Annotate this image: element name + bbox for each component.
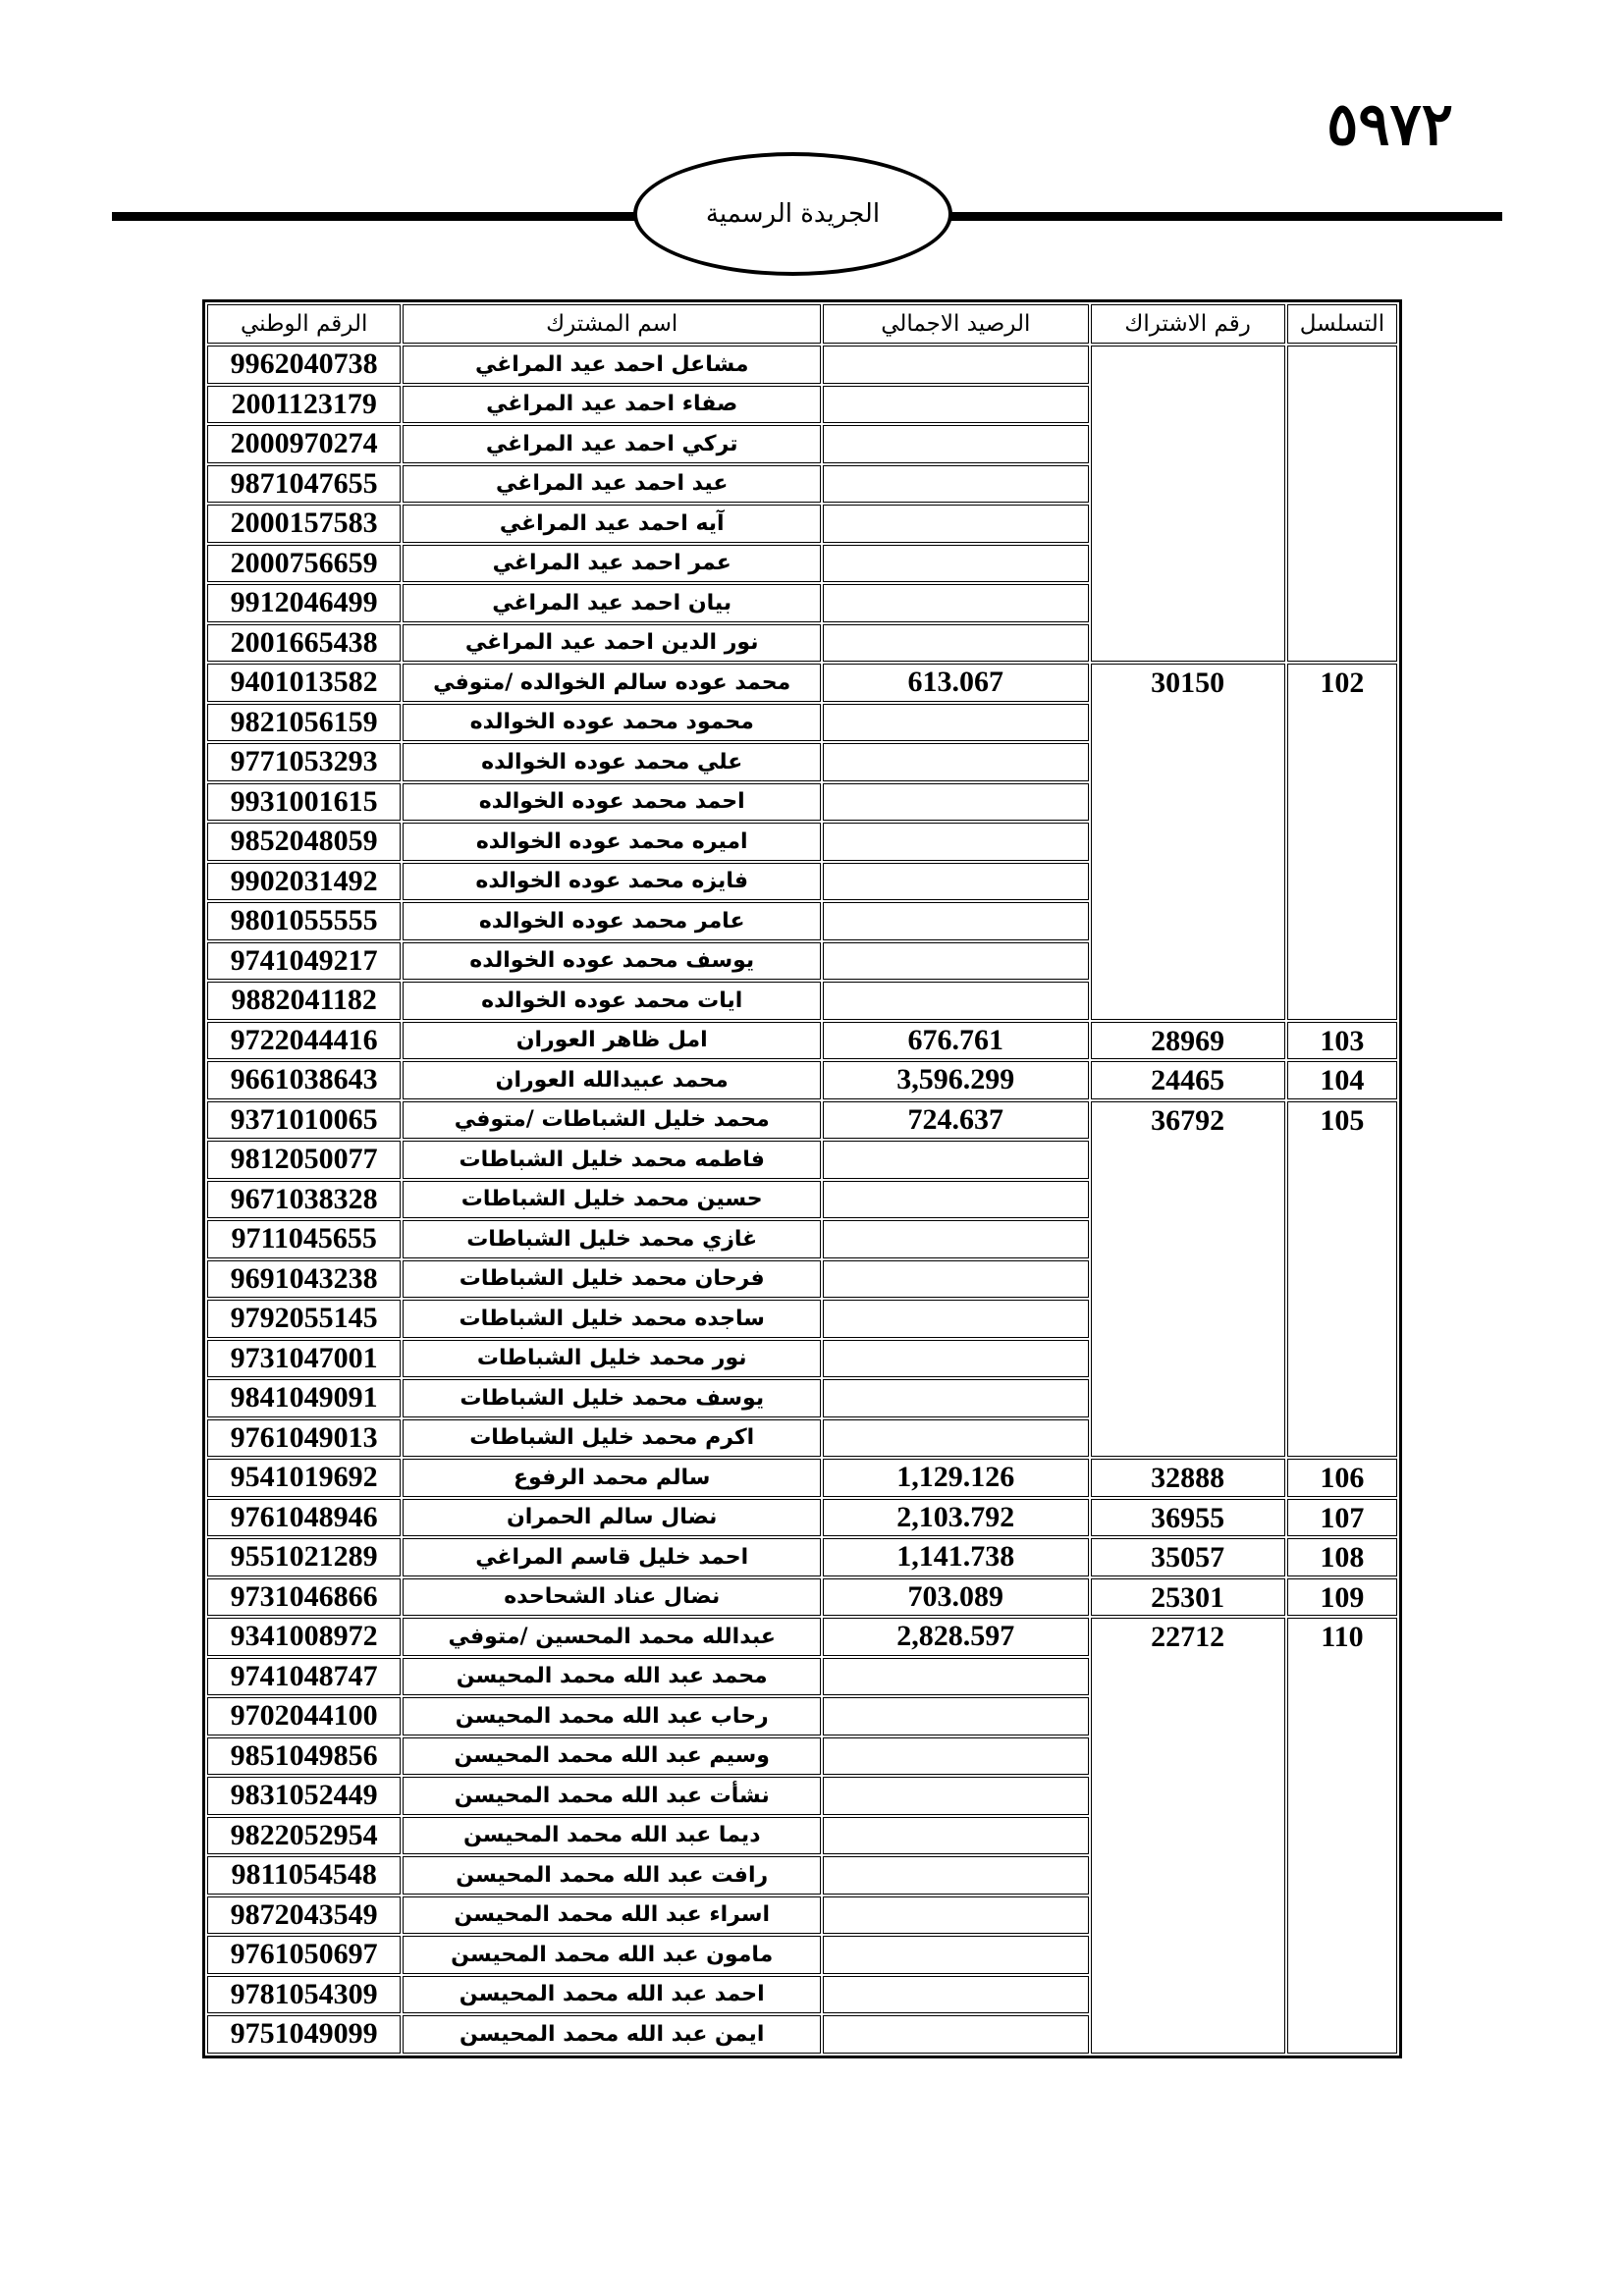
balance-cell [823, 1260, 1088, 1299]
national-id-cell: 9831052449 [207, 1777, 401, 1815]
balance-cell [823, 783, 1088, 822]
national-id-cell: 9731046866 [207, 1578, 401, 1617]
subscription-cell [1091, 346, 1285, 662]
balance-cell: 2,103.792 [823, 1499, 1088, 1537]
subscription-cell: 25301 [1091, 1578, 1285, 1617]
table-row [207, 664, 1397, 702]
balance-cell [823, 1697, 1088, 1735]
balance-cell [823, 942, 1088, 981]
subscriber-name-cell: احمد محمد عوده الخوالده [403, 783, 821, 822]
national-id-cell: 9711045655 [207, 1220, 401, 1258]
table-row [207, 1101, 1397, 1140]
seq-cell: 103 [1287, 1022, 1397, 1060]
balance-cell: 703.089 [823, 1578, 1088, 1617]
subscriber-name-cell: عيد احمد عيد المراغي [403, 465, 821, 504]
national-id-cell: 9781054309 [207, 1976, 401, 2014]
balance-cell: 1,129.126 [823, 1459, 1088, 1497]
balance-cell: 724.637 [823, 1101, 1088, 1140]
balance-cell [823, 465, 1088, 504]
balance-cell [823, 386, 1088, 424]
column-header-national-id: الرقم الوطني [207, 304, 401, 344]
national-id-cell: 9912046499 [207, 584, 401, 622]
balance-cell [823, 1817, 1088, 1855]
national-id-cell: 9872043549 [207, 1896, 401, 1935]
subscriber-name-cell: احمد عبد الله محمد المحيسن [403, 1976, 821, 2014]
balance-cell [823, 1777, 1088, 1815]
subscription-cell: 36955 [1091, 1499, 1285, 1537]
balance-cell [823, 584, 1088, 622]
balance-cell: 3,596.299 [823, 1061, 1088, 1099]
column-header-seq: التسلسل [1287, 304, 1397, 344]
subscriber-name-cell: اسراء عبد الله محمد المحيسن [403, 1896, 821, 1935]
balance-cell [823, 1976, 1088, 2014]
seq-cell: 106 [1287, 1459, 1397, 1497]
balance-cell [823, 1936, 1088, 1974]
gazette-title: الجريدة الرسمية [705, 199, 881, 229]
balance-cell [823, 1856, 1088, 1895]
national-id-cell: 9371010065 [207, 1101, 401, 1140]
balance-cell: 2,828.597 [823, 1618, 1088, 1656]
subscriber-name-cell: فايزه محمد عوده الخوالده [403, 863, 821, 901]
national-id-cell: 9741049217 [207, 942, 401, 981]
balance-cell [823, 1737, 1088, 1776]
subscriber-name-cell: مامون عبد الله محمد المحيسن [403, 1936, 821, 1974]
seq-cell: 102 [1287, 664, 1397, 1020]
national-id-cell: 9852048059 [207, 823, 401, 861]
subscription-cell: 30150 [1091, 664, 1285, 1020]
national-id-cell: 9822052954 [207, 1817, 401, 1855]
subscriber-name-cell: حسين محمد خليل الشباطات [403, 1181, 821, 1219]
subscriber-name-cell: نضال عناد الشحاحده [403, 1578, 821, 1617]
national-id-cell: 9792055145 [207, 1300, 401, 1338]
subscriber-name-cell: ايات محمد عوده الخوالده [403, 982, 821, 1020]
national-id-cell: 9871047655 [207, 465, 401, 504]
subscriber-name-cell: محمود محمد عوده الخوالده [403, 704, 821, 742]
subscriber-name-cell: سالم محمد الرفوع [403, 1459, 821, 1497]
national-id-cell: 9841049091 [207, 1379, 401, 1417]
subscriber-name-cell: علي محمد عوده الخوالده [403, 743, 821, 781]
subscriber-name-cell: امل ظاهر العوران [403, 1022, 821, 1060]
seq-cell [1287, 346, 1397, 662]
subscriber-name-cell: فرحان محمد خليل الشباطات [403, 1260, 821, 1299]
national-id-cell: 9722044416 [207, 1022, 401, 1060]
table-row [207, 1578, 1397, 1617]
subscription-cell: 35057 [1091, 1538, 1285, 1576]
balance-cell [823, 1896, 1088, 1935]
national-id-cell: 9731047001 [207, 1340, 401, 1378]
subscriber-name-cell: محمد خليل الشباطات /متوفي [403, 1101, 821, 1140]
subscription-cell: 24465 [1091, 1061, 1285, 1099]
subscriber-name-cell: صفاء احمد عيد المراغي [403, 386, 821, 424]
subscriber-name-cell: ديما عبد الله محمد المحيسن [403, 1817, 821, 1855]
balance-cell [823, 505, 1088, 543]
subscriber-name-cell: ايمن عبد الله محمد المحيسن [403, 2015, 821, 2054]
national-id-cell: 9851049856 [207, 1737, 401, 1776]
balance-cell [823, 1340, 1088, 1378]
national-id-cell: 9761050697 [207, 1936, 401, 1974]
national-id-cell: 9801055555 [207, 902, 401, 940]
seq-cell: 104 [1287, 1061, 1397, 1099]
subscriber-name-cell: يوسف محمد خليل الشباطات [403, 1379, 821, 1417]
balance-cell [823, 624, 1088, 663]
column-header-name: اسم المشترك [403, 304, 821, 344]
balance-cell [823, 902, 1088, 940]
national-id-cell: 9811054548 [207, 1856, 401, 1895]
national-id-cell: 9812050077 [207, 1141, 401, 1179]
national-id-cell: 9962040738 [207, 346, 401, 384]
table-row [207, 1499, 1397, 1537]
subscriber-name-cell: وسيم عبد الله محمد المحيسن [403, 1737, 821, 1776]
balance-cell [823, 346, 1088, 384]
subscriber-name-cell: عمر احمد عيد المراغي [403, 545, 821, 583]
national-id-cell: 2001665438 [207, 624, 401, 663]
balance-cell [823, 1300, 1088, 1338]
balance-cell: 613.067 [823, 664, 1088, 702]
national-id-cell: 9931001615 [207, 783, 401, 822]
national-id-cell: 9671038328 [207, 1181, 401, 1219]
subscriber-name-cell: ساجده محمد خليل الشباطات [403, 1300, 821, 1338]
subscriber-name-cell: نضال سالم الحمران [403, 1499, 821, 1537]
page-number: ٥٩٧٢ [1326, 90, 1453, 159]
subscriber-name-cell: يوسف محمد عوده الخوالده [403, 942, 821, 981]
national-id-cell: 9341008972 [207, 1618, 401, 1656]
balance-cell [823, 704, 1088, 742]
national-id-cell: 2000970274 [207, 425, 401, 463]
national-id-cell: 9771053293 [207, 743, 401, 781]
table-body [207, 346, 1397, 2054]
subscriber-name-cell: اميره محمد عوده الخوالده [403, 823, 821, 861]
subscriber-name-cell: عامر محمد عوده الخوالده [403, 902, 821, 940]
header-emblem [633, 152, 952, 276]
subscription-cell: 22712 [1091, 1618, 1285, 2054]
national-id-cell: 2000756659 [207, 545, 401, 583]
national-id-cell: 9551021289 [207, 1538, 401, 1576]
balance-cell [823, 1220, 1088, 1258]
subscription-cell: 36792 [1091, 1101, 1285, 1458]
national-id-cell: 9741048747 [207, 1658, 401, 1696]
seq-cell: 110 [1287, 1618, 1397, 2054]
column-header-subscription: رقم الاشتراك [1091, 304, 1285, 344]
subscriber-name-cell: بيان احمد عيد المراغي [403, 584, 821, 622]
national-id-cell: 2000157583 [207, 505, 401, 543]
balance-cell: 676.761 [823, 1022, 1088, 1060]
balance-cell: 1,141.738 [823, 1538, 1088, 1576]
balance-cell [823, 982, 1088, 1020]
national-id-cell: 9761049013 [207, 1419, 401, 1458]
seq-cell: 109 [1287, 1578, 1397, 1617]
subscriber-name-cell: احمد خليل قاسم المراغي [403, 1538, 821, 1576]
subscriber-name-cell: محمد عبيدالله العوران [403, 1061, 821, 1099]
subscriber-name-cell: نور محمد خليل الشباطات [403, 1340, 821, 1378]
subscriber-name-cell: مشاعل احمد عيد المراغي [403, 346, 821, 384]
table-row [207, 1618, 1397, 1656]
balance-cell [823, 1181, 1088, 1219]
balance-cell [823, 823, 1088, 861]
table-row [207, 346, 1397, 384]
table-row [207, 1061, 1397, 1099]
subscriber-name-cell: آيه احمد عيد المراغي [403, 505, 821, 543]
balance-cell [823, 425, 1088, 463]
subscriber-name-cell: نشأت عبد الله محمد المحيسن [403, 1777, 821, 1815]
subscriber-name-cell: اكرم محمد خليل الشباطات [403, 1419, 821, 1458]
table-row [207, 1538, 1397, 1576]
column-header-balance: الرصيد الاجمالي [823, 304, 1088, 344]
national-id-cell: 9541019692 [207, 1459, 401, 1497]
balance-cell [823, 2015, 1088, 2054]
national-id-cell: 9661038643 [207, 1061, 401, 1099]
balance-cell [823, 743, 1088, 781]
balance-cell [823, 1141, 1088, 1179]
table-row [207, 1459, 1397, 1497]
balance-cell [823, 545, 1088, 583]
subscriber-name-cell: رحاب عبد الله محمد المحيسن [403, 1697, 821, 1735]
balance-cell [823, 1379, 1088, 1417]
subscriber-name-cell: عبدالله محمد المحسين /متوفي [403, 1618, 821, 1656]
table-row [207, 1022, 1397, 1060]
seq-cell: 107 [1287, 1499, 1397, 1537]
balance-cell [823, 1419, 1088, 1458]
subscriber-name-cell: تركي احمد عيد المراغي [403, 425, 821, 463]
subscriber-name-cell: محمد عوده سالم الخوالده /متوفي [403, 664, 821, 702]
subscription-cell: 28969 [1091, 1022, 1285, 1060]
national-id-cell: 9401013582 [207, 664, 401, 702]
subscriber-name-cell: غازي محمد خليل الشباطات [403, 1220, 821, 1258]
national-id-cell: 9821056159 [207, 704, 401, 742]
seq-cell: 105 [1287, 1101, 1397, 1458]
national-id-cell: 9761048946 [207, 1499, 401, 1537]
subscribers-table [202, 299, 1402, 2058]
table-header-row [207, 304, 1397, 344]
subscriber-name-cell: نور الدين احمد عيد المراغي [403, 624, 821, 663]
national-id-cell: 2001123179 [207, 386, 401, 424]
balance-cell [823, 863, 1088, 901]
national-id-cell: 9882041182 [207, 982, 401, 1020]
seq-cell: 108 [1287, 1538, 1397, 1576]
balance-cell [823, 1658, 1088, 1696]
subscriber-name-cell: رافت عبد الله محمد المحيسن [403, 1856, 821, 1895]
national-id-cell: 9751049099 [207, 2015, 401, 2054]
subscriber-name-cell: محمد عبد الله محمد المحيسن [403, 1658, 821, 1696]
subscriber-name-cell: فاطمه محمد خليل الشباطات [403, 1141, 821, 1179]
national-id-cell: 9691043238 [207, 1260, 401, 1299]
national-id-cell: 9702044100 [207, 1697, 401, 1735]
subscription-cell: 32888 [1091, 1459, 1285, 1497]
national-id-cell: 9902031492 [207, 863, 401, 901]
